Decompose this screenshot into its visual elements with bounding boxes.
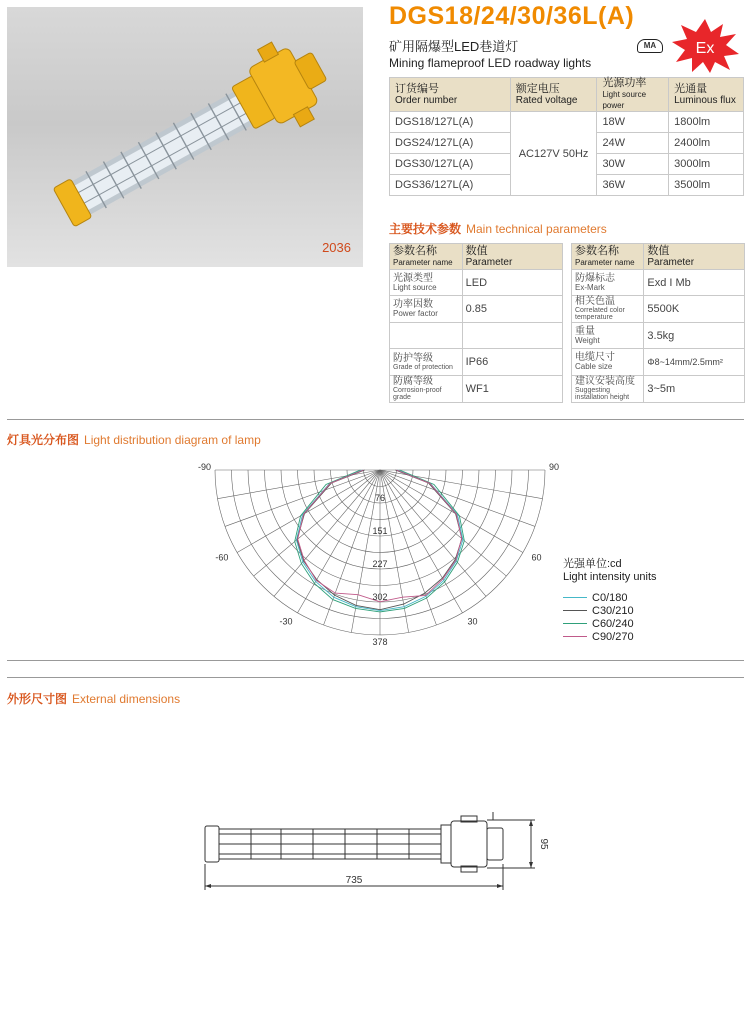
param-value: IP66 (462, 349, 562, 376)
light-power: 24W (597, 133, 669, 154)
params-table-right (571, 243, 745, 403)
ma-certification-badge: MA (637, 39, 663, 53)
product-photo (7, 7, 363, 267)
legend-swatch (563, 610, 587, 611)
order-header: 订货编号 Order number (390, 78, 511, 112)
table-row (390, 323, 563, 349)
table-row: 防爆标志 Ex-Mark Exd I Mb (572, 270, 745, 296)
radial-tick-label: 227 (372, 559, 388, 570)
intensity-units (563, 558, 657, 584)
legend-item (563, 617, 634, 630)
table-row: 防腐等级 Corrosion-proof grade WF1 (390, 376, 563, 403)
external-dimensions-drawing (195, 808, 555, 898)
legend-item (563, 604, 634, 617)
luminous-flux: 3000lm (669, 154, 744, 175)
angle-label: 30 (467, 616, 478, 627)
product-name-en: Mining flameproof LED roadway lights (389, 56, 592, 70)
params-header: 参数名称 Parameter name 数值 Parameter (390, 244, 563, 270)
tech-params-heading: 主要技术参数 Main technical parameters (389, 222, 607, 236)
length-dimension: 735 (345, 875, 363, 886)
light-power: 30W (597, 154, 669, 175)
chart-legend (563, 591, 634, 643)
param-value: WF1 (462, 376, 562, 403)
luminous-flux: 1800lm (669, 112, 744, 133)
angle-label: 90 (549, 462, 560, 472)
table-row: 电缆尺寸 Cable size Φ8~14mm/2.5mm² (572, 349, 745, 376)
radial-tick-label: 378 (372, 637, 388, 647)
rated-voltage: AC127V 50Hz (510, 112, 597, 196)
radial-tick-label: 76 (374, 493, 386, 504)
order-number: DGS24/127L(A) (390, 133, 511, 154)
legend-label: C0/180 (592, 591, 628, 604)
param-value: Exd I Mb (644, 270, 745, 296)
ex-badge-label: Ex (695, 40, 715, 57)
section-divider (7, 419, 744, 420)
light-power: 18W (597, 112, 669, 133)
luminous-flux: 3500lm (669, 175, 744, 196)
table-row: 功率因数 Power factor 0.85 (390, 296, 563, 323)
voltage-header: 额定电压 Rated voltage (510, 78, 597, 112)
product-lamp-illustration (7, 7, 363, 267)
polar-spoke (254, 470, 380, 576)
params-header: 参数名称 Parameter name 数值 Parameter (572, 244, 745, 270)
height-dimension: 95 (538, 838, 549, 850)
param-value: LED (462, 270, 562, 296)
angle-label: 60 (531, 552, 542, 563)
units-en: Light intensity units (563, 571, 657, 583)
flux-header: 光通量 Luminous flux (669, 78, 744, 112)
table-row (390, 112, 744, 133)
legend-swatch (563, 636, 587, 637)
param-value (462, 323, 562, 349)
param-value: 0.85 (462, 296, 562, 323)
legend-label: C30/210 (592, 604, 634, 617)
order-number: DGS36/127L(A) (390, 175, 511, 196)
table-row: 防护等级 Grade of protection IP66 (390, 349, 563, 376)
photo-code: 2036 (322, 240, 351, 255)
power-header: 光源功率 Light source power (597, 78, 669, 112)
units-cn: 光强单位:cd (563, 558, 622, 570)
light-distribution-heading: 灯具光分布图 Light distribution diagram of lamp (7, 433, 261, 447)
param-value: 5500K (644, 296, 745, 323)
light-distribution-chart (197, 458, 560, 648)
angle-label: -90 (197, 462, 211, 472)
legend-swatch (563, 623, 587, 624)
angle-label: -60 (215, 552, 229, 563)
radial-tick-label: 151 (372, 525, 388, 536)
angle-label: -30 (279, 616, 293, 627)
order-table (389, 77, 744, 196)
legend-label: C60/240 (592, 617, 634, 630)
polar-spoke (380, 470, 506, 576)
params-table-left (389, 243, 563, 403)
luminous-flux: 2400lm (669, 133, 744, 154)
order-number: DGS18/127L(A) (390, 112, 511, 133)
table-row: 光源类型 Light source LED (390, 270, 563, 296)
dimensions-heading: 外形尺寸图 External dimensions (7, 692, 181, 706)
table-row: 建议安装高度 Suggesting installation height 3~5m (572, 376, 745, 403)
param-value: Φ8~14mm/2.5mm² (644, 349, 745, 376)
legend-item (563, 591, 634, 604)
legend-swatch (563, 597, 587, 598)
table-row: 重量 Weight 3.5kg (572, 323, 745, 349)
light-power: 36W (597, 175, 669, 196)
table-row: 相关色温 Correlated color temperature 5500K (572, 296, 745, 323)
legend-item (563, 630, 634, 643)
section-divider (7, 660, 744, 661)
product-name-cn: 矿用隔爆型LED巷道灯 (389, 39, 519, 54)
order-table-header (390, 78, 744, 112)
ex-explosion-badge (670, 18, 740, 74)
param-value: 3.5kg (644, 323, 745, 349)
radial-tick-label: 302 (372, 591, 388, 602)
model-title: DGS18/24/30/36L(A) (389, 2, 635, 30)
legend-label: C90/270 (592, 630, 634, 643)
order-number: DGS30/127L(A) (390, 154, 511, 175)
section-divider (7, 677, 744, 678)
polar-spoke (380, 470, 486, 596)
polar-spoke (274, 470, 380, 596)
param-value: 3~5m (644, 376, 745, 403)
